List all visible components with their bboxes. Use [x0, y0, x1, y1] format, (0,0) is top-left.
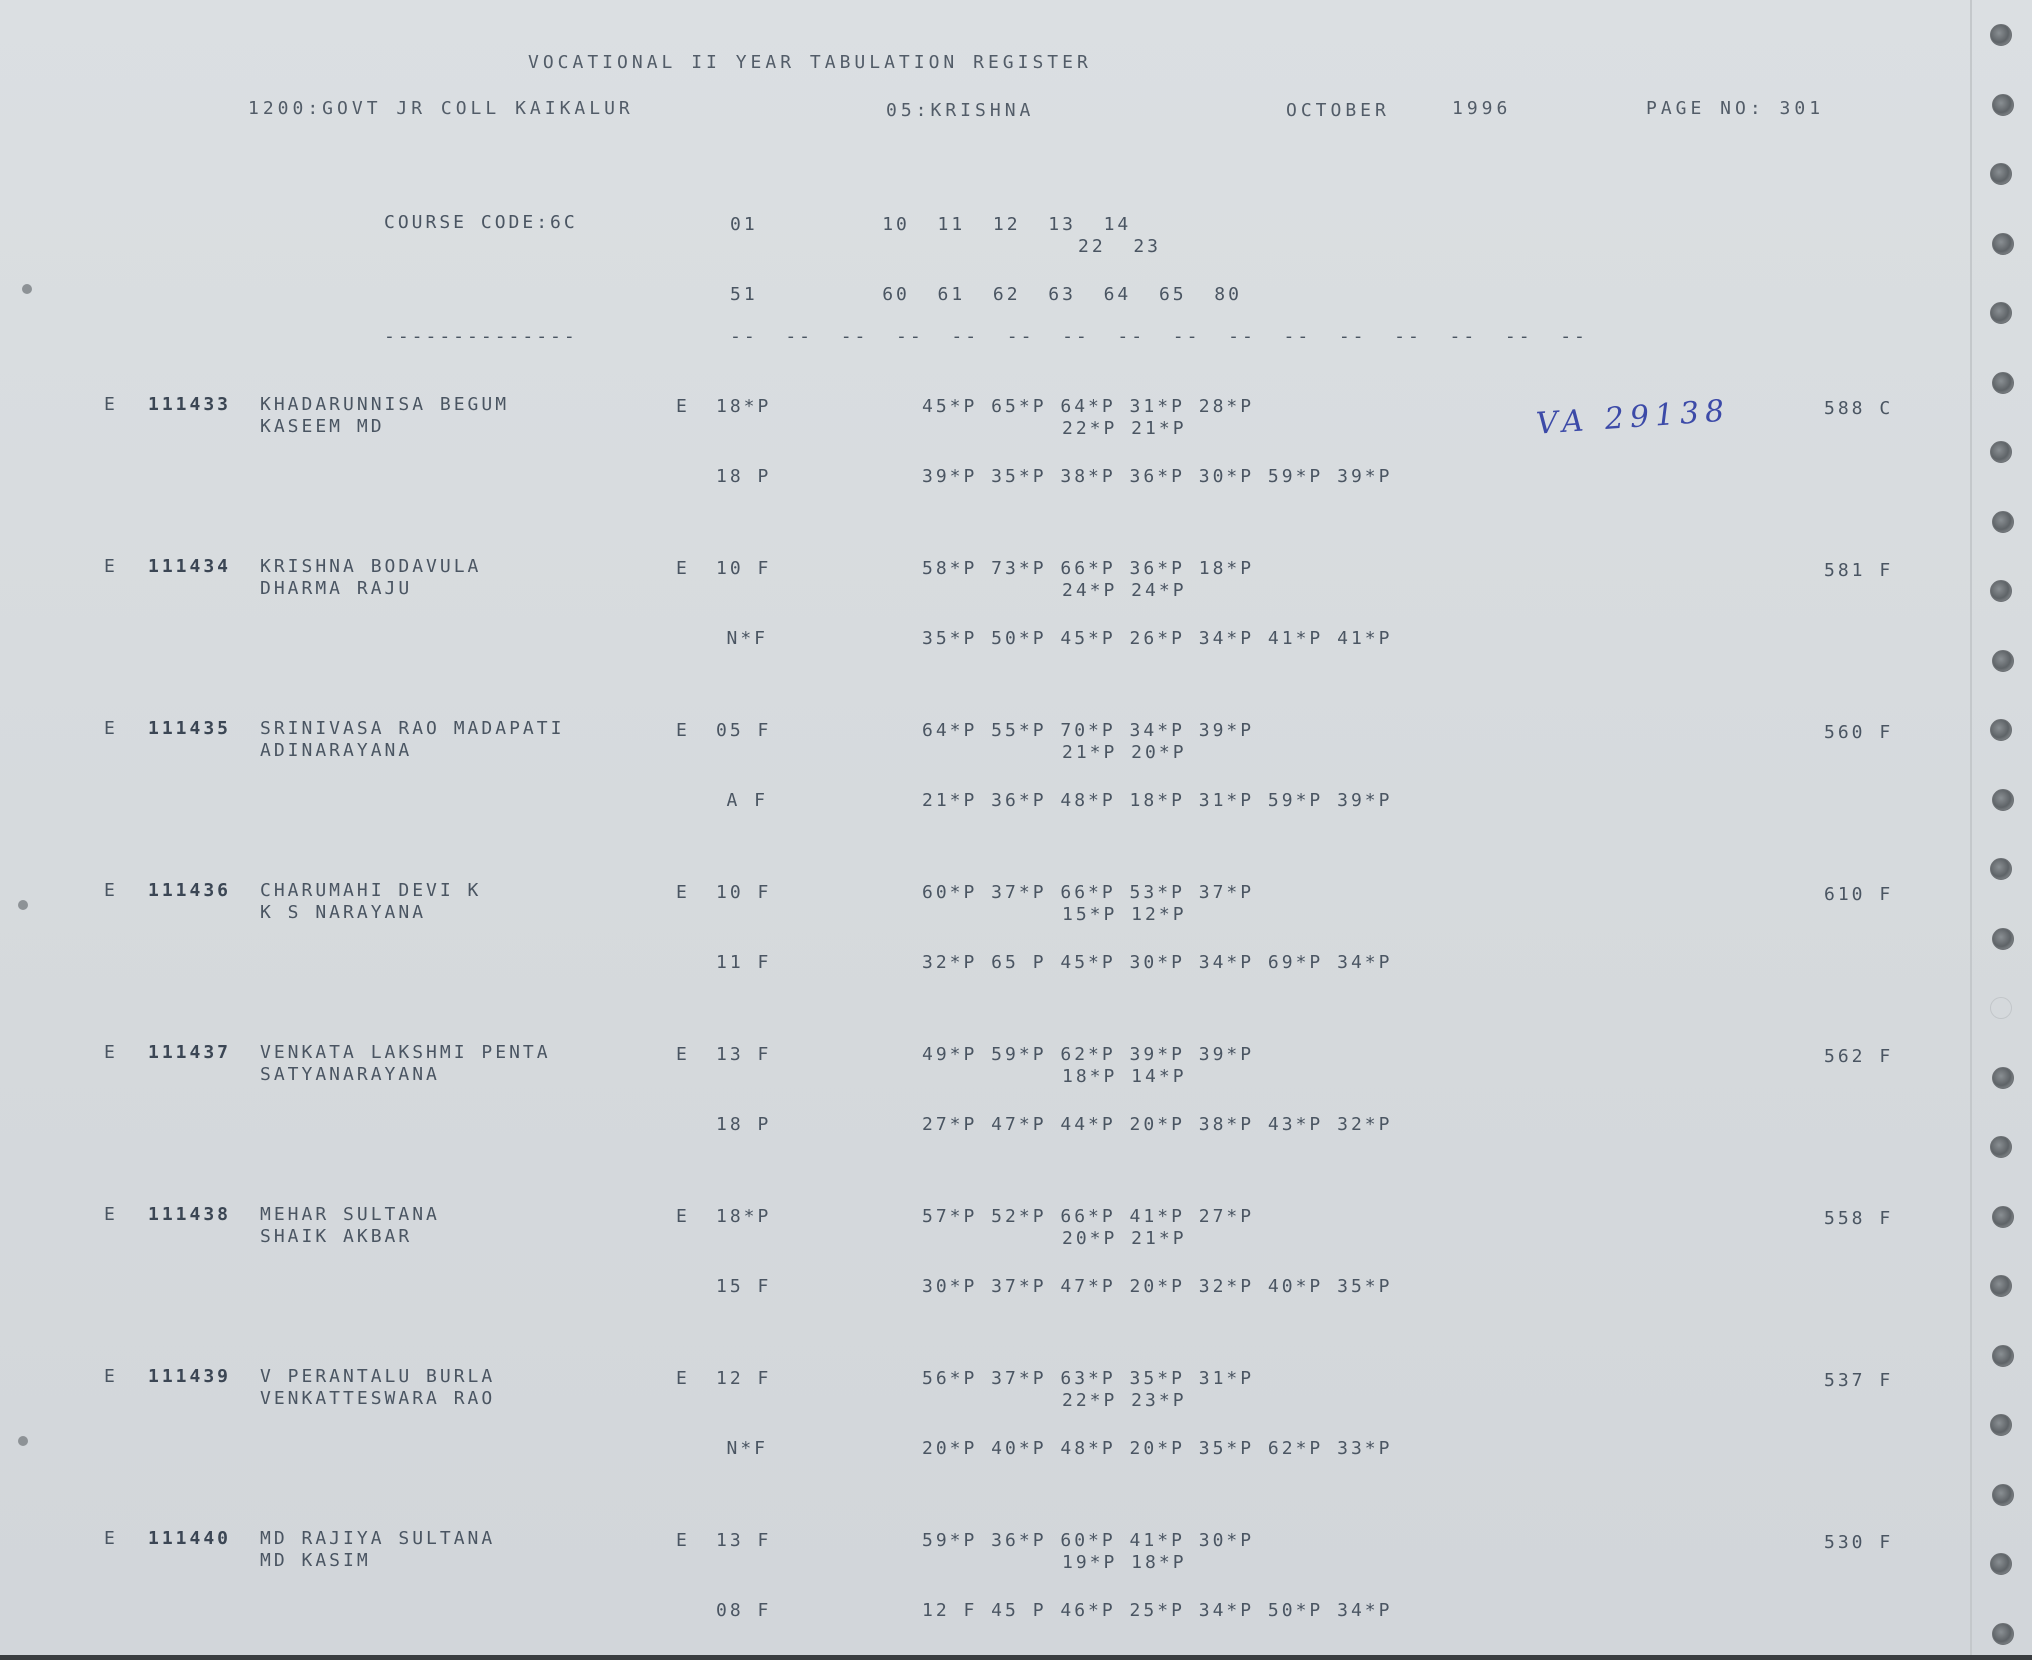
feed-hole	[1992, 1206, 2014, 1228]
language-code: E	[676, 558, 690, 579]
feed-hole	[1990, 1414, 2012, 1436]
marks-row2: 15*P 12*P	[1062, 904, 1187, 925]
feed-hole	[1990, 441, 2012, 463]
record-section: E	[104, 394, 118, 415]
feed-hole	[1990, 1136, 2012, 1158]
marks-row1: 49*P 59*P 62*P 39*P 39*P	[922, 1044, 1255, 1065]
language-code: E	[676, 396, 690, 417]
marks-row2: 22*P 21*P	[1062, 418, 1187, 439]
part2-mark: A F	[726, 790, 768, 811]
total-result: 581 F	[1824, 560, 1894, 581]
marks-row3: 35*P 50*P 45*P 26*P 34*P 41*P 41*P	[922, 628, 1393, 649]
feed-hole	[1992, 928, 2014, 950]
subject-codes-row3: 51 60 61 62 63 64 65 80	[730, 284, 1242, 305]
marks-row3: 27*P 47*P 44*P 20*P 38*P 43*P 32*P	[922, 1114, 1393, 1135]
part1-mark: 13 F	[716, 1530, 772, 1551]
roll-number: 111435	[148, 718, 232, 739]
part1-mark: 13 F	[716, 1044, 772, 1065]
feed-hole	[1992, 789, 2014, 811]
feed-hole	[1990, 24, 2012, 46]
feed-hole	[1992, 650, 2014, 672]
feed-hole	[1990, 1275, 2012, 1297]
record-section: E	[104, 556, 118, 577]
father-name: SHAIK AKBAR	[260, 1226, 413, 1247]
record-section: E	[104, 718, 118, 739]
feed-hole	[1992, 94, 2014, 116]
marks-row3: 30*P 37*P 47*P 20*P 32*P 40*P 35*P	[922, 1276, 1393, 1297]
header-rule-left: --------------	[384, 326, 578, 347]
part1-mark: 05 F	[716, 720, 772, 741]
record-section: E	[104, 880, 118, 901]
margin-hole	[22, 284, 32, 294]
father-name: SATYANARAYANA	[260, 1064, 440, 1085]
feed-hole	[1990, 580, 2012, 602]
candidate-name: SRINIVASA RAO MADAPATI	[260, 718, 565, 739]
father-name: KASEEM MD	[260, 416, 385, 437]
language-code: E	[676, 1206, 690, 1227]
marks-row2: 24*P 24*P	[1062, 580, 1187, 601]
language-code: E	[676, 720, 690, 741]
candidate-name: MD RAJIYA SULTANA	[260, 1528, 496, 1549]
language-code: E	[676, 882, 690, 903]
part1-mark: 18*P	[716, 396, 772, 417]
exam-month: OCTOBER	[1286, 100, 1390, 121]
roll-number: 111439	[148, 1366, 232, 1387]
roll-number: 111434	[148, 556, 232, 577]
record-section: E	[104, 1204, 118, 1225]
father-name: ADINARAYANA	[260, 740, 413, 761]
part2-mark: N*F	[726, 1438, 768, 1459]
header-rule-right: -- -- -- -- -- -- -- -- -- -- -- -- -- -- -- --	[730, 326, 1588, 347]
candidate-name: CHARUMAHI DEVI K	[260, 880, 482, 901]
part2-mark: 15 F	[716, 1276, 772, 1297]
candidate-name: VENKATA LAKSHMI PENTA	[260, 1042, 551, 1063]
marks-row3: 39*P 35*P 38*P 36*P 30*P 59*P 39*P	[922, 466, 1393, 487]
feed-hole	[1992, 1345, 2014, 1367]
marks-row2: 19*P 18*P	[1062, 1552, 1187, 1573]
marks-row1: 60*P 37*P 66*P 53*P 37*P	[922, 882, 1255, 903]
language-code: E	[676, 1368, 690, 1389]
part2-mark: 08 F	[716, 1600, 772, 1621]
feed-hole	[1990, 997, 2012, 1019]
total-result: 588 C	[1824, 398, 1894, 419]
handwritten-note: VA 29138	[1535, 393, 1732, 442]
marks-row3: 12 F 45 P 46*P 25*P 34*P 50*P 34*P	[922, 1600, 1393, 1621]
feed-hole	[1992, 1623, 2014, 1645]
record-section: E	[104, 1366, 118, 1387]
total-result: 530 F	[1824, 1532, 1894, 1553]
part1-mark: 12 F	[716, 1368, 772, 1389]
father-name: DHARMA RAJU	[260, 578, 413, 599]
subject-codes-row1: 01 10 11 12 13 14	[730, 214, 1132, 235]
part2-mark: 18 P	[716, 1114, 772, 1135]
marks-row2: 22*P 23*P	[1062, 1390, 1187, 1411]
roll-number: 111437	[148, 1042, 232, 1063]
marks-row1: 59*P 36*P 60*P 41*P 30*P	[922, 1530, 1255, 1551]
margin-hole	[18, 1436, 28, 1446]
roll-number: 111440	[148, 1528, 232, 1549]
marks-row1: 58*P 73*P 66*P 36*P 18*P	[922, 558, 1255, 579]
part1-mark: 10 F	[716, 558, 772, 579]
candidate-name: KRISHNA BODAVULA	[260, 556, 482, 577]
candidate-name: MEHAR SULTANA	[260, 1204, 440, 1225]
father-name: VENKATTESWARA RAO	[260, 1388, 496, 1409]
candidate-name: V PERANTALU BURLA	[260, 1366, 496, 1387]
part2-mark: 11 F	[716, 952, 772, 973]
feed-hole	[1990, 858, 2012, 880]
part2-mark: N*F	[726, 628, 768, 649]
part1-mark: 18*P	[716, 1206, 772, 1227]
language-code: E	[676, 1044, 690, 1065]
marks-row3: 21*P 36*P 48*P 18*P 31*P 59*P 39*P	[922, 790, 1393, 811]
feed-hole	[1992, 1067, 2014, 1089]
roll-number: 111438	[148, 1204, 232, 1225]
total-result: 558 F	[1824, 1208, 1894, 1229]
register-title: VOCATIONAL II YEAR TABULATION REGISTER	[528, 52, 1092, 73]
margin-hole	[18, 900, 28, 910]
feed-hole	[1992, 511, 2014, 533]
father-name: MD KASIM	[260, 1550, 371, 1571]
college-name: 1200:GOVT JR COLL KAIKALUR	[248, 98, 634, 119]
roll-number: 111436	[148, 880, 232, 901]
candidate-name: KHADARUNNISA BEGUM	[260, 394, 510, 415]
total-result: 562 F	[1824, 1046, 1894, 1067]
marks-row1: 57*P 52*P 66*P 41*P 27*P	[922, 1206, 1255, 1227]
language-code: E	[676, 1530, 690, 1551]
feed-hole	[1990, 719, 2012, 741]
record-section: E	[104, 1528, 118, 1549]
feed-hole	[1990, 302, 2012, 324]
feed-hole	[1990, 163, 2012, 185]
subject-codes-row2: 22 23	[1078, 236, 1162, 257]
part2-mark: 18 P	[716, 466, 772, 487]
part1-mark: 10 F	[716, 882, 772, 903]
total-result: 537 F	[1824, 1370, 1894, 1391]
roll-number: 111433	[148, 394, 232, 415]
feed-hole	[1992, 372, 2014, 394]
district-name: 05:KRISHNA	[886, 100, 1035, 121]
record-section: E	[104, 1042, 118, 1063]
marks-row1: 45*P 65*P 64*P 31*P 28*P	[922, 396, 1255, 417]
feed-hole	[1990, 1553, 2012, 1575]
total-result: 610 F	[1824, 884, 1894, 905]
perforation-line	[1970, 0, 1972, 1655]
exam-year: 1996	[1452, 98, 1512, 119]
marks-row2: 21*P 20*P	[1062, 742, 1187, 763]
total-result: 560 F	[1824, 722, 1894, 743]
father-name: K S NARAYANA	[260, 902, 427, 923]
marks-row2: 18*P 14*P	[1062, 1066, 1187, 1087]
marks-row3: 32*P 65 P 45*P 30*P 34*P 69*P 34*P	[922, 952, 1393, 973]
marks-row2: 20*P 21*P	[1062, 1228, 1187, 1249]
feed-hole	[1992, 233, 2014, 255]
course-code: COURSE CODE:6C	[384, 212, 578, 233]
marks-row1: 64*P 55*P 70*P 34*P 39*P	[922, 720, 1255, 741]
feed-hole	[1992, 1484, 2014, 1506]
marks-row1: 56*P 37*P 63*P 35*P 31*P	[922, 1368, 1255, 1389]
marks-row3: 20*P 40*P 48*P 20*P 35*P 62*P 33*P	[922, 1438, 1393, 1459]
page-number: PAGE NO: 301	[1646, 98, 1825, 119]
